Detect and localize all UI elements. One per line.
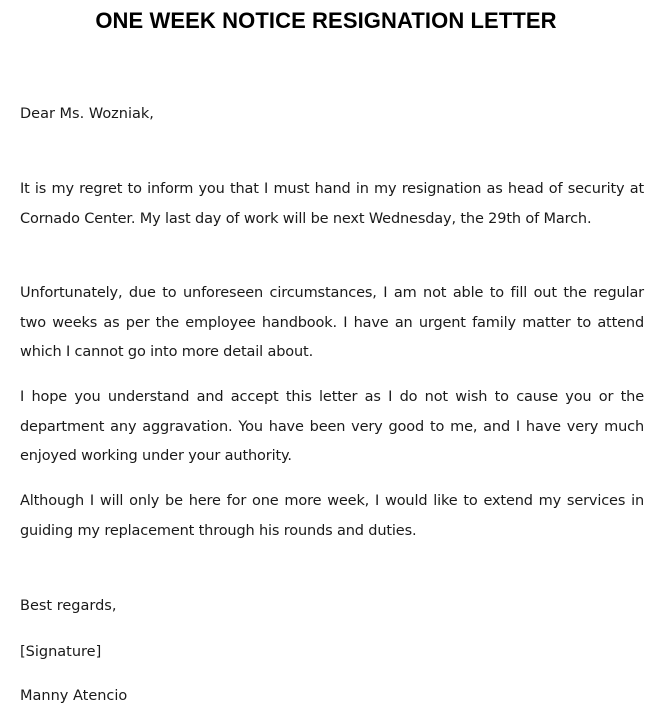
paragraph-understanding: I hope you understand and accept this letter as I do not wish to cause you or the department any aggravation. You have been very good to me, and I have very much enjoyed working under your authority. (20, 389, 644, 464)
paragraph-resignation-notice: It is my regret to inform you that I must hand in my resignation as head of security at Cornado Center. My last day of work will be next Wednesday, the 29th of March. (20, 181, 644, 227)
letter-title: ONE WEEK NOTICE RESIGNATION LETTER (95, 8, 557, 33)
closing: Best regards, (20, 598, 117, 614)
paragraph-circumstances: Unfortunately, due to unforeseen circumstances, I am not able to fill out the regular two weeks as per the employee handbook. I have an urgent family matter to attend which I cannot go into more detail about. (20, 285, 644, 360)
salutation: Dear Ms. Wozniak, (20, 106, 154, 122)
sender-name: Manny Atencio (20, 688, 128, 704)
paragraph-transition-offer: Although I will only be here for one more week, I would like to extend my services in guiding my replacement through his rounds and duties. (20, 493, 644, 539)
signature-placeholder: [Signature] (20, 644, 102, 660)
